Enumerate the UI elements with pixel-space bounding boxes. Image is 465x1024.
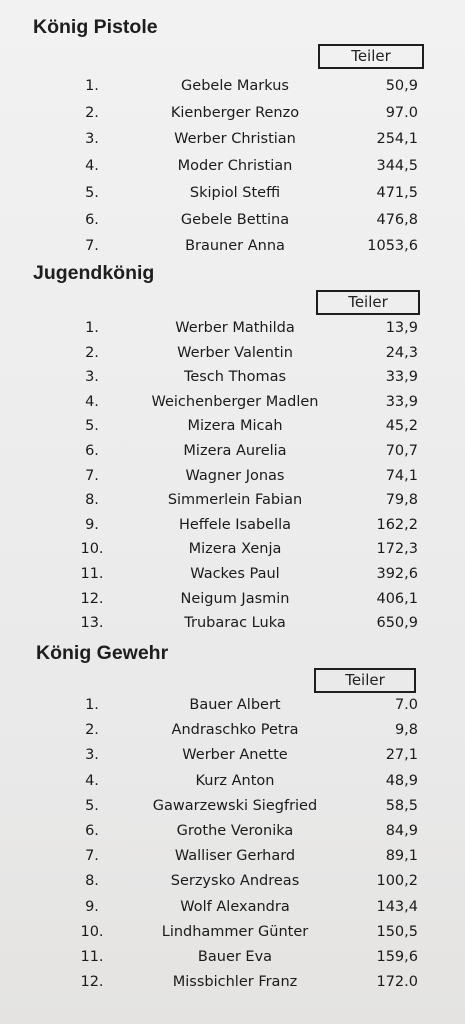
teiler-value: 89,1	[385, 848, 418, 865]
section-heading: König Gewehr	[36, 642, 169, 664]
result-row	[0, 208, 465, 232]
teiler-column-header: Teiler	[318, 44, 424, 69]
teiler-value: 97.0	[385, 104, 418, 121]
teiler-value: 50,9	[385, 78, 418, 94]
result-row	[0, 970, 465, 994]
rank-number: 2.	[85, 104, 99, 121]
shooter-name: Trubarac Luka	[184, 615, 286, 632]
result-row	[0, 439, 465, 463]
shooter-name: Weichenberger Madlen	[151, 393, 319, 410]
rank-number: 2.	[85, 344, 99, 361]
teiler-value: 143,4	[376, 898, 418, 915]
rank-number: 4.	[85, 393, 99, 410]
rank-number: 10.	[80, 541, 104, 558]
rank-number: 9.	[85, 898, 99, 915]
teiler-value: 33,9	[385, 369, 418, 386]
rank-number: 7.	[85, 238, 99, 255]
rank-number: 11.	[80, 566, 104, 582]
result-row	[0, 920, 465, 944]
shooter-name: Lindhammer Günter	[161, 923, 309, 940]
teiler-value: 58,5	[385, 797, 418, 814]
result-row	[0, 819, 465, 843]
teiler-value: 406,1	[376, 590, 418, 607]
shooter-name: Werber Mathilda	[175, 320, 295, 336]
result-row	[0, 74, 465, 98]
shooter-name: Gebele Bettina	[180, 211, 290, 228]
rank-number: 12.	[80, 974, 104, 991]
teiler-value: 172,3	[376, 541, 418, 558]
result-row	[0, 587, 465, 611]
rank-number: 2.	[85, 722, 99, 739]
rank-number: 3.	[85, 131, 99, 148]
result-row	[0, 464, 465, 488]
rank-number: 7.	[85, 467, 99, 484]
shooter-name: Bauer Albert	[189, 697, 281, 713]
result-row	[0, 537, 465, 561]
result-row	[0, 154, 465, 178]
shooter-name: Kienberger Renzo	[170, 104, 300, 121]
teiler-value: 79,8	[385, 492, 418, 509]
teiler-value: 84,9	[385, 823, 418, 839]
shooter-name: Missbichler Franz	[172, 974, 298, 991]
shooter-name: Neigum Jasmin	[180, 590, 290, 607]
teiler-value: 33,9	[385, 393, 418, 410]
rank-number: 13.	[80, 615, 104, 632]
result-row	[0, 390, 465, 414]
teiler-value: 150,5	[376, 923, 418, 940]
teiler-value: 650,9	[376, 615, 418, 632]
teiler-value: 45,2	[385, 418, 418, 435]
rank-number: 1.	[85, 78, 99, 94]
shooter-name: Bauer Eva	[197, 949, 273, 965]
result-row	[0, 488, 465, 512]
teiler-value: 162,2	[376, 516, 418, 533]
shooter-name: Walliser Gerhard	[174, 848, 296, 865]
shooter-name: Serzysko Andreas	[170, 873, 300, 890]
teiler-value: 9,8	[394, 722, 418, 739]
shooter-name: Grothe Veronika	[176, 823, 294, 839]
result-row	[0, 769, 465, 793]
teiler-value: 74,1	[385, 467, 418, 484]
rank-number: 6.	[85, 443, 99, 459]
shooter-name: Mizera Aurelia	[183, 443, 287, 459]
shooter-name: Moder Christian	[177, 158, 293, 175]
result-row	[0, 181, 465, 205]
teiler-value: 254,1	[376, 131, 418, 148]
teiler-value: 344,5	[376, 158, 418, 175]
result-row	[0, 414, 465, 438]
teiler-value: 24,3	[385, 344, 418, 361]
teiler-value: 1053,6	[367, 238, 418, 255]
shooter-name: Gawarzewski Siegfried	[152, 797, 318, 814]
shooter-name: Werber Anette	[182, 747, 288, 764]
rank-number: 12.	[80, 590, 104, 607]
rank-number: 5.	[85, 797, 99, 814]
teiler-value: 27,1	[385, 747, 418, 764]
rank-number: 5.	[85, 184, 99, 201]
result-row	[0, 743, 465, 767]
rank-number: 1.	[85, 320, 99, 336]
result-row	[0, 234, 465, 258]
rank-number: 6.	[85, 823, 99, 839]
rank-number: 11.	[80, 949, 104, 965]
result-row	[0, 341, 465, 365]
rank-number: 8.	[85, 492, 99, 509]
teiler-value: 471,5	[376, 184, 418, 201]
result-row	[0, 127, 465, 151]
result-row	[0, 844, 465, 868]
shooter-name: Simmerlein Fabian	[167, 492, 303, 509]
rank-number: 6.	[85, 211, 99, 228]
shooter-name: Wackes Paul	[190, 566, 280, 582]
shooter-name: Brauner Anna	[185, 238, 285, 255]
shooter-name: Mizera Xenja	[188, 541, 282, 558]
teiler-value: 70,7	[385, 443, 418, 459]
shooter-name: Tesch Thomas	[183, 369, 287, 386]
teiler-value: 476,8	[376, 211, 418, 228]
shooter-name: Mizera Micah	[187, 418, 283, 435]
result-row	[0, 611, 465, 635]
result-row	[0, 794, 465, 818]
rank-number: 8.	[85, 873, 99, 890]
rank-number: 9.	[85, 516, 99, 533]
shooter-name: Werber Christian	[174, 131, 296, 148]
teiler-column-header: Teiler	[314, 668, 416, 693]
section-heading: König Pistole	[33, 16, 158, 38]
shooter-name: Wagner Jonas	[185, 467, 285, 484]
teiler-column-header: Teiler	[316, 290, 420, 315]
shooter-name: Wolf Alexandra	[180, 898, 290, 915]
teiler-value: 159,6	[376, 949, 418, 965]
teiler-value: 48,9	[385, 772, 418, 789]
result-row	[0, 869, 465, 893]
teiler-value: 172.0	[376, 974, 418, 991]
rank-number: 7.	[85, 848, 99, 865]
section-heading: Jugendkönig	[33, 262, 155, 284]
result-row	[0, 693, 465, 717]
shooter-name: Heffele Isabella	[178, 516, 292, 533]
shooter-name: Werber Valentin	[177, 344, 293, 361]
rank-number: 5.	[85, 418, 99, 435]
result-row	[0, 513, 465, 537]
rank-number: 4.	[85, 772, 99, 789]
shooter-name: Kurz Anton	[195, 772, 275, 789]
shooter-name: Andraschko Petra	[171, 722, 299, 739]
teiler-value: 100,2	[376, 873, 418, 890]
rank-number: 1.	[85, 697, 99, 713]
result-row	[0, 895, 465, 919]
result-row	[0, 365, 465, 389]
result-row	[0, 101, 465, 125]
shooter-name: Skipiol Steffi	[189, 184, 281, 201]
result-row	[0, 945, 465, 969]
result-row	[0, 718, 465, 742]
teiler-value: 7.0	[394, 697, 418, 713]
rank-number: 3.	[85, 747, 99, 764]
rank-number: 4.	[85, 158, 99, 175]
result-row	[0, 562, 465, 586]
rank-number: 10.	[80, 923, 104, 940]
rank-number: 3.	[85, 369, 99, 386]
result-row	[0, 316, 465, 340]
shooter-name: Gebele Markus	[181, 78, 289, 94]
teiler-value: 13,9	[385, 320, 418, 336]
teiler-value: 392,6	[376, 566, 418, 582]
